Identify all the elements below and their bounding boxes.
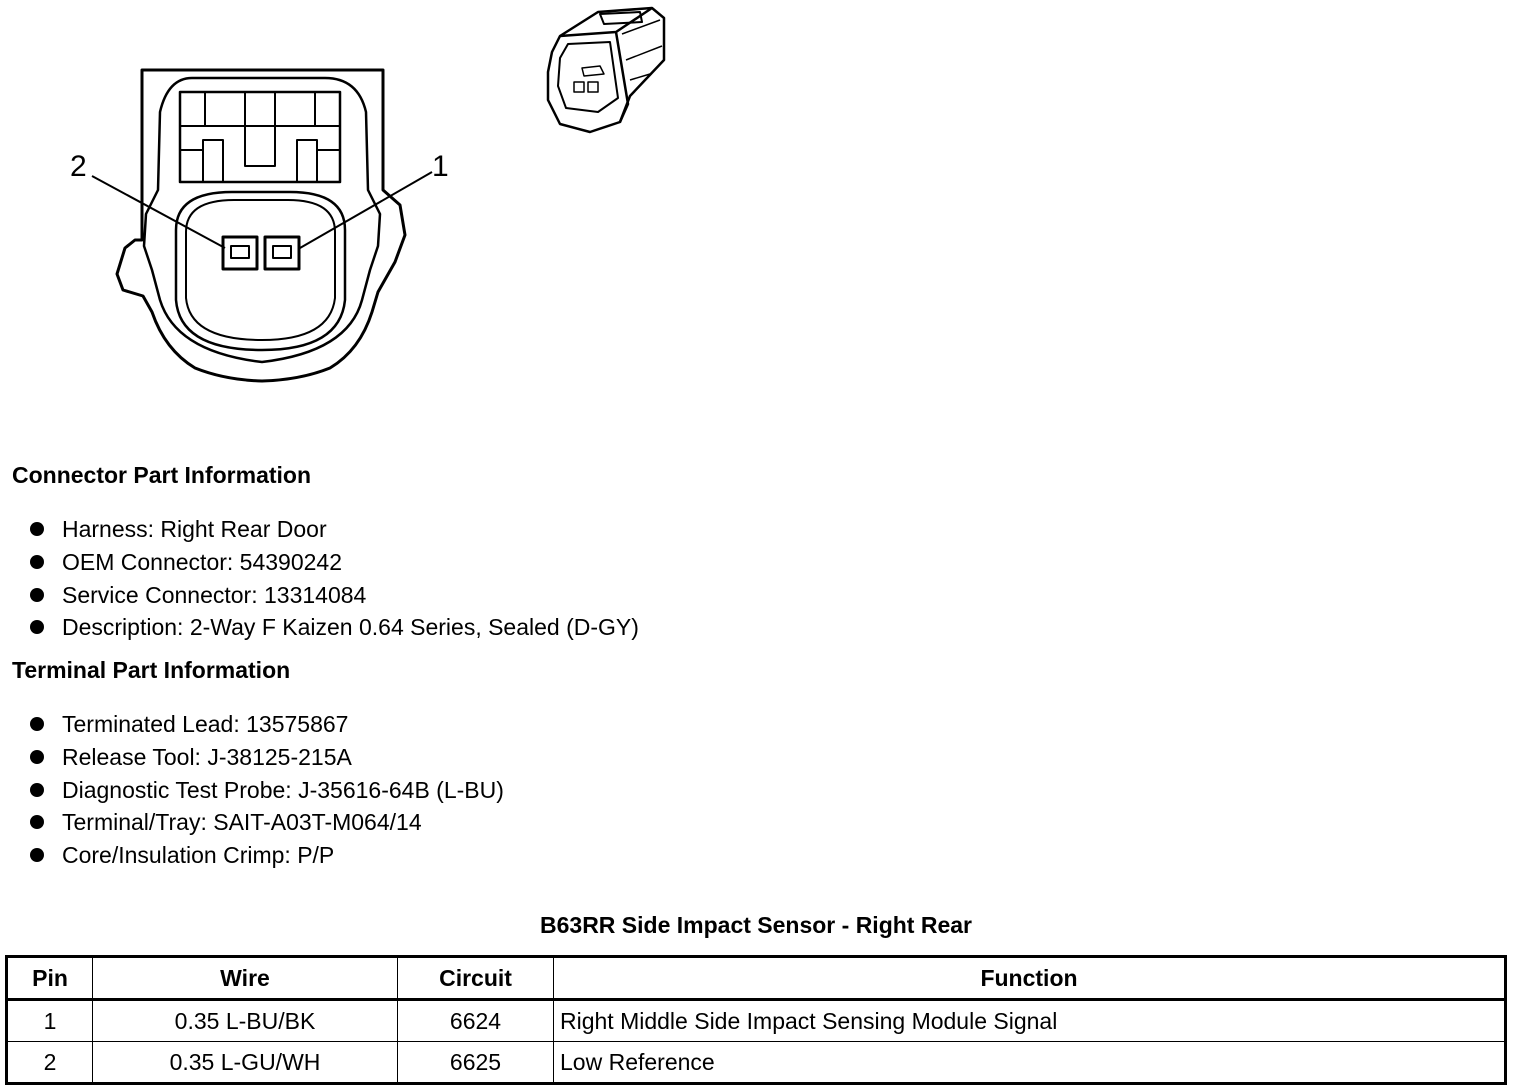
list-item [0,547,639,580]
cell-wire: 0.35 L-BU/BK [93,1000,398,1042]
list-item [0,840,504,873]
list-item-text: Terminal/Tray: SAIT-A03T-M064/14 [62,809,422,836]
terminal-info-list [0,709,504,873]
bullet-icon [30,717,44,731]
bullet-icon [30,522,44,536]
list-item [0,612,639,645]
column-header-circuit: Circuit [398,957,554,1000]
table-row [7,1042,1506,1084]
bullet-icon [30,620,44,634]
cell-function: Right Middle Side Impact Sensing Module Signal [554,1000,1506,1042]
cell-function: Low Reference [554,1042,1506,1084]
table-header-row [7,957,1506,1000]
list-item-text: Harness: Right Rear Door [62,516,327,542]
cell-pin: 1 [7,1000,93,1042]
connector-info-title: Connector Part Information [12,462,312,488]
terminal-info-title: Terminal Part Information [12,657,291,683]
bullet-icon [30,815,44,829]
list-item-text: Service Connector: 13314084 [62,581,367,608]
connector-info-list [0,514,639,645]
list-item-text: Release Tool: J-38125-215A [62,743,352,770]
column-header-function: Function [554,957,1506,1000]
pin-2-cavity [223,237,257,269]
list-item-text: Diagnostic Test Probe: J-35616-64B (L-BU) [62,776,504,803]
pinout-table-title: B63RR Side Impact Sensor - Right Rear [540,912,972,938]
bullet-icon [30,848,44,862]
list-item-text: Description: 2-Way F Kaizen 0.64 Series, Sealed (D-GY) [62,614,639,641]
list-item [0,709,504,742]
pin-2-label: 2 [70,150,87,183]
connector-diagram [0,0,720,420]
pinout-table [5,955,1507,1085]
cell-circuit: 6624 [398,1000,554,1042]
cell-wire: 0.35 L-GU/WH [93,1042,398,1084]
bullet-icon [30,783,44,797]
column-header-pin: Pin [7,957,93,1000]
bullet-icon [30,588,44,602]
table-row [7,1000,1506,1042]
cell-circuit: 6625 [398,1042,554,1084]
list-item-text: Terminated Lead: 13575867 [62,711,349,737]
list-item [0,807,504,840]
pin-1-label: 1 [432,150,449,183]
bullet-icon [30,555,44,569]
list-item [0,580,639,613]
cell-pin: 2 [7,1042,93,1084]
pin-1-leader [300,172,432,248]
column-header-wire: Wire [93,957,398,1000]
list-item [0,775,504,808]
list-item-text: OEM Connector: 54390242 [62,548,343,575]
list-item [0,514,639,547]
list-item [0,742,504,775]
connector-isometric-view [548,8,664,132]
pin-1-cavity [265,237,299,269]
bullet-icon [30,750,44,764]
list-item-text: Core/Insulation Crimp: P/P [62,842,335,869]
